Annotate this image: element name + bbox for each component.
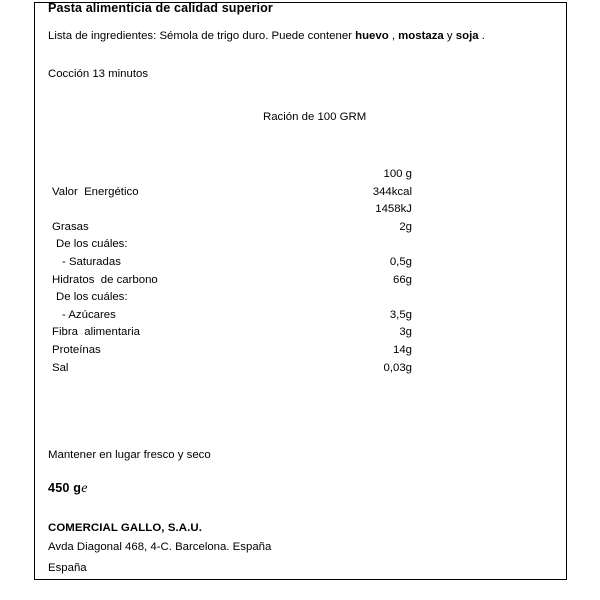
nutrition-value — [301, 291, 418, 309]
table-row — [48, 326, 418, 344]
nutrition-value: 344kcal — [372, 185, 412, 198]
cooking-instructions: Cocción 13 minutos — [48, 68, 149, 80]
nutrition-value: 0,5g — [389, 255, 412, 268]
nutrition-value: 1458kJ — [375, 203, 412, 216]
nutrition-label: Grasas — [52, 220, 89, 233]
portion-size: Ración de 100 GRM — [263, 111, 367, 123]
table-row — [48, 256, 418, 274]
nutrition-value: 3,5g — [389, 308, 412, 321]
table-row — [48, 203, 418, 221]
table-row — [48, 274, 418, 292]
ingredients-suffix: . — [478, 30, 485, 42]
nutrition-label: Sal — [52, 361, 69, 374]
table-row — [48, 309, 418, 327]
allergen-huevo: huevo — [355, 30, 389, 42]
table-row — [48, 291, 418, 309]
ingredients-prefix: Lista de ingredientes: Sémola de trigo duro. Puede contener — [48, 30, 356, 42]
net-weight-value: 450 g — [48, 481, 82, 495]
company-address-line-2: España — [48, 562, 87, 574]
storage-instructions: Mantener en lugar fresco y seco — [48, 449, 211, 461]
ingredients-sep-1: , — [388, 30, 399, 42]
net-weight — [48, 481, 88, 497]
table-row — [48, 344, 418, 362]
nutrition-label: - Saturadas — [62, 255, 121, 268]
nutrition-label: De los cuáles: — [56, 291, 128, 304]
page-title: Pasta alimenticia de calidad superior — [48, 1, 273, 15]
label-content — [48, 0, 558, 600]
company-name: COMERCIAL GALLO, S.A.U. — [48, 522, 202, 534]
table-row — [48, 186, 418, 204]
nutrition-value: 0,03g — [383, 361, 412, 374]
table-row — [48, 221, 418, 239]
allergen-soja: soja — [455, 30, 479, 42]
nutrition-value: 14g — [392, 343, 412, 356]
nutrition-label: Hidratos de carbono — [52, 273, 158, 286]
table-row-header — [48, 168, 418, 186]
table-row — [48, 238, 418, 256]
company-address-line-1: Avda Diagonal 468, 4-C. Barcelona. España — [48, 541, 272, 553]
nutrition-label: Valor Energético — [52, 185, 139, 198]
nutrition-label: Fibra alimentaria — [52, 326, 140, 339]
nutrition-table-grid — [48, 168, 418, 379]
allergen-mostaza: mostaza — [398, 30, 444, 42]
nutrition-label: Proteínas — [52, 343, 101, 356]
nutrition-value: 2g — [399, 220, 412, 233]
nutrition-table — [48, 168, 418, 379]
nutrition-value: 3g — [399, 326, 412, 339]
nutrition-value — [301, 238, 418, 256]
nutrition-label: - Azúcares — [62, 308, 116, 321]
nutrition-header-blank — [48, 168, 301, 186]
nutrition-column-header: 100 g — [383, 168, 412, 180]
nutrition-label — [48, 203, 301, 221]
nutrition-value: 66g — [392, 273, 412, 286]
table-row — [48, 362, 418, 380]
estimated-sign-icon: e — [81, 481, 88, 496]
ingredients-list — [48, 27, 544, 45]
nutrition-label: De los cuáles: — [56, 238, 128, 251]
ingredients-sep-2: y — [443, 30, 456, 42]
